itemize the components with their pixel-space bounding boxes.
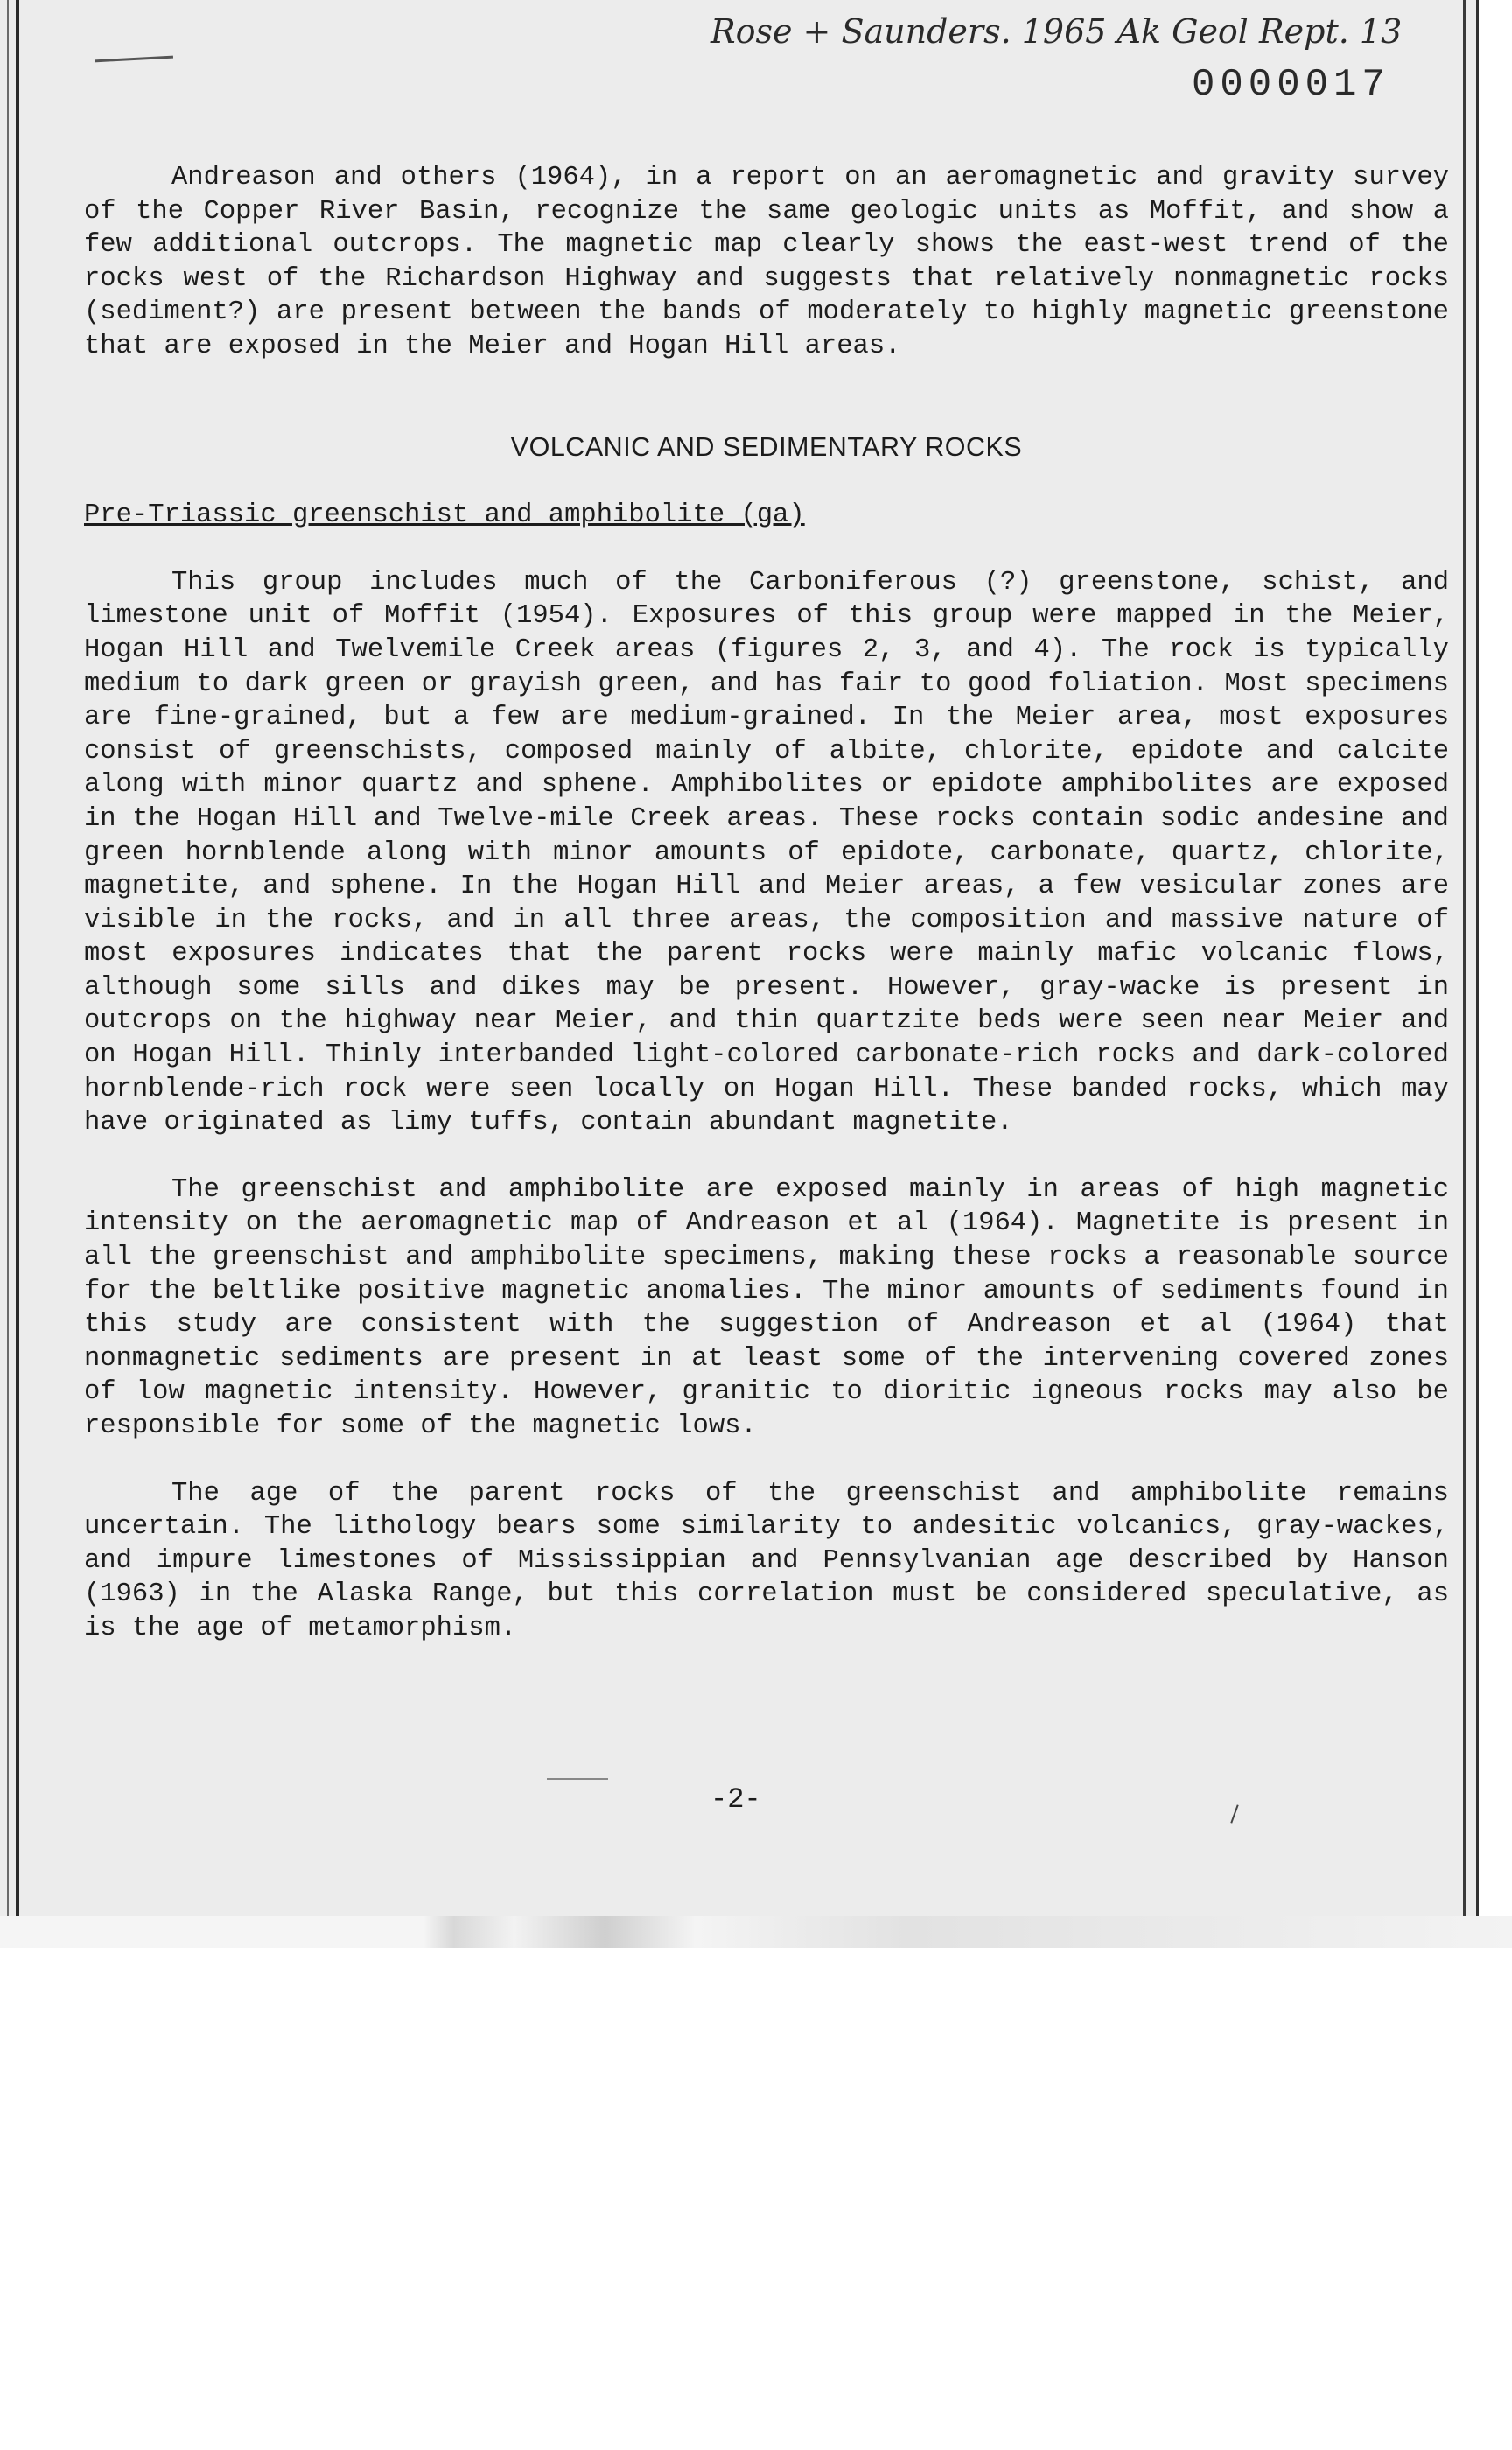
body-paragraph: The greenschist and amphibolite are exposed mainly in areas of high magnetic intensity on the aeromagnetic map of Andreason et al (1964). Magnetite is present in all the greenschist and amphibolite specimens, making these rocks a reasonable source for the beltlike positive magnetic anomalies. The minor amounts of sediments found in this study are consistent with the suggestion of Andreason et al (1964) that nonmagnetic sediments are present in at least some of the intervening covered zones of low magnetic intensity. However, granitic to dioritic igneous rocks may also be responsible for some of the magnetic lows. xyxy=(84,1174,1449,1441)
subsection-heading: Pre-Triassic greenschist and amphibolite (ga) xyxy=(84,500,805,531)
pen-mark xyxy=(94,56,173,63)
section-heading: VOLCANIC AND SEDIMENTARY ROCKS xyxy=(510,431,1023,462)
page-right-border xyxy=(1463,0,1466,1916)
scan-edge-line xyxy=(7,0,9,1916)
pen-tick xyxy=(1230,1804,1238,1823)
body-paragraph: This group includes much of the Carboniferous (?) greenstone, schist, and limestone unit of Moffit (1954). Exposures of this group were mapped in the Meier, Hogan Hill and Twelvemile Creek areas (figures 2, 3, and 4). The rock is typically medium to dark green or grayish green, and has fair to good foliation. Most specimens are fine-grained, but a few are medium-grained. In the Meier area, most exposures consist of greenschists, composed mainly of albite, chlorite, epidote and calcite along with minor quartz and sphene. Amphibolites or epidote amphibolites are exposed in the Hogan Hill and Twelve-mile Creek areas. These rocks contain sodic andesine and green hornblende along with minor amounts of epidote, carbonate, quartz, chlorite, magnetite, and sphene. In the Hogan Hill and Meier areas, a few vesicular zones are visible in the rocks, and in all three areas, the composition and massive nature of most exposures indicates that the parent rocks were mainly mafic volcanic flows, although some sills and dikes may be present. However, gray-wacke is present in outcrops on the highway near Meier, and thin quartzite beds were seen near Meier and on Hogan Hill. Thinly interbanded light-colored carbonate-rich rocks and dark-colored hornblende-rich rock were seen locally on Hogan Hill. These banded rocks, which may have originated as limy tuffs, contain abundant magnetite. xyxy=(84,567,1449,1138)
page-number: -2- xyxy=(710,1783,761,1816)
handwritten-citation: Rose + Saunders. 1965 Ak Geol Rept. 13 xyxy=(710,12,1403,51)
document-body xyxy=(84,161,1449,1646)
intro-paragraph: Andreason and others (1964), in a report on an aeromagnetic and gravity survey of the Copper River Basin, recognize the same geologic units as Moffit, and show a few additional outcrops. The magnetic map clearly shows the east-west trend of the rocks west of the Richardson Highway and suggests that relatively nonmagnetic rocks (sediment?) are present between the bands of moderately to highly magnetic greenstone that are exposed in the Meier and Hogan Hill areas. xyxy=(84,163,1449,361)
scan-bottom-edge xyxy=(0,1916,1512,1948)
page-left-border xyxy=(16,0,19,1916)
document-number: 0000017 xyxy=(1192,63,1390,107)
body-paragraph: The age of the parent rocks of the greenschist and amphibolite remains uncertain. The lithology bears some similarity to andesitic volcanics, gray-wackes, and impure limestones of Mississippian and Pennsylvanian age described by Hanson (1963) in the Alaska Range, but this correlation must be considered speculative, as is the age of metamorphism. xyxy=(84,1478,1449,1643)
divider-mark xyxy=(547,1778,608,1780)
